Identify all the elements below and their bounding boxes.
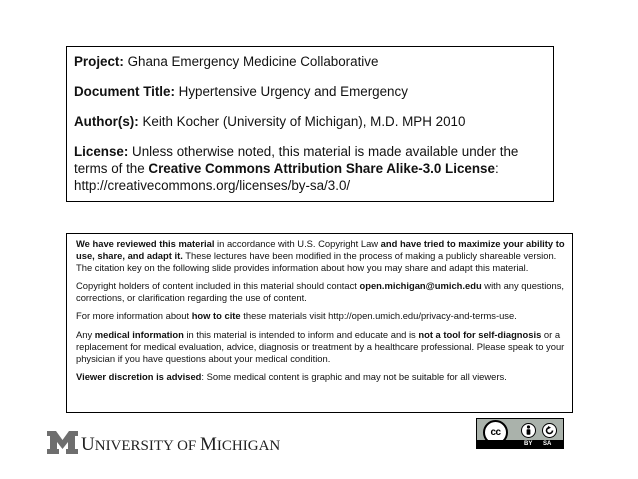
project-label: Project: <box>74 54 124 69</box>
notice-paragraph-cite <box>76 310 567 322</box>
cc-license-badge[interactable] <box>476 418 564 449</box>
contact-text: Copyright holders of content included in this material should contact <box>76 280 360 292</box>
document-title-line <box>74 83 545 100</box>
block-m-icon <box>47 431 78 454</box>
discretion-text: : Some medical content is graphic and may not be suitable for all viewers. <box>201 370 507 382</box>
university-name <box>81 434 281 455</box>
reviewed-bold: We have reviewed this material <box>76 238 215 249</box>
license-line <box>74 143 545 194</box>
contact-text-2: with any questions, corrections, or clarification regarding the use of content. <box>76 280 565 304</box>
person-icon <box>521 423 536 438</box>
copyright-notice-box <box>66 233 573 413</box>
authors-label: Author(s): <box>74 114 139 129</box>
cite-bold: how to cite <box>191 310 241 322</box>
authors-value: Keith Kocher (University of Michigan), M.D. MPH 2010 <box>138 114 466 129</box>
medical-bold: medical information <box>94 328 184 340</box>
by-label: BY <box>524 441 533 447</box>
project-value: Ghana Emergency Medicine Collaborative <box>123 54 379 69</box>
university-logo <box>47 430 280 454</box>
notice-paragraph-contact <box>76 280 567 304</box>
document-info-box <box>66 46 554 202</box>
medical-text-3: or a replacement for medical evaluation, advice, diagnosis or treatment by a healthcare professional. Please speak to your physician if you have questions about your medical condition. <box>76 328 565 364</box>
authors-line <box>74 113 545 130</box>
cc-logo-icon: cc <box>483 420 508 445</box>
cite-url-text: these materials visit http://open.umich.edu/privacy-and-terms-use. <box>240 310 517 322</box>
contact-email[interactable]: open.michigan@umich.edu <box>359 280 482 292</box>
license-label: License: <box>74 144 129 159</box>
medical-text-2: in this material is intended to inform and educate and is <box>183 328 419 340</box>
document-title-label: Document Title: <box>74 84 175 99</box>
university-text-1: NIVERSITY OF <box>94 438 201 454</box>
modified-text: These lectures have been modified in the process of making a publicly shareable version. The citation key on the following slide provides information about how you may share and adapt this material. <box>76 250 557 274</box>
cite-text: For more information about <box>76 310 192 322</box>
discretion-bold: Viewer discretion is advised <box>76 370 202 382</box>
notice-paragraph-medical <box>76 329 567 365</box>
university-initial-u: U <box>81 434 95 455</box>
license-url[interactable]: http://creativecommons.org/licenses/by-sa/3.0/ <box>74 178 351 193</box>
reviewed-text: in accordance with U.S. Copyright Law <box>214 238 381 249</box>
license-name: Creative Commons Attribution Share Alike-3.0 License <box>148 161 495 176</box>
medical-text: Any <box>76 328 95 340</box>
project-line <box>74 53 545 70</box>
sa-label: SA <box>543 441 552 447</box>
university-text-2: ICHIGAN <box>216 438 281 454</box>
document-title-value: Hypertensive Urgency and Emergency <box>174 84 408 99</box>
maximize-bold: and have tried to maximize your ability to use, share, and adapt it. <box>76 238 565 262</box>
license-text: Unless otherwise noted, this material is made available under the terms of the <box>74 144 519 176</box>
license-colon: : <box>494 161 499 176</box>
notice-paragraph-review <box>76 238 567 274</box>
notice-paragraph-discretion <box>76 371 567 383</box>
university-initial-m: M <box>200 434 217 455</box>
share-alike-icon <box>542 423 557 438</box>
self-diagnosis-bold: not a tool for self-diagnosis <box>418 328 542 340</box>
